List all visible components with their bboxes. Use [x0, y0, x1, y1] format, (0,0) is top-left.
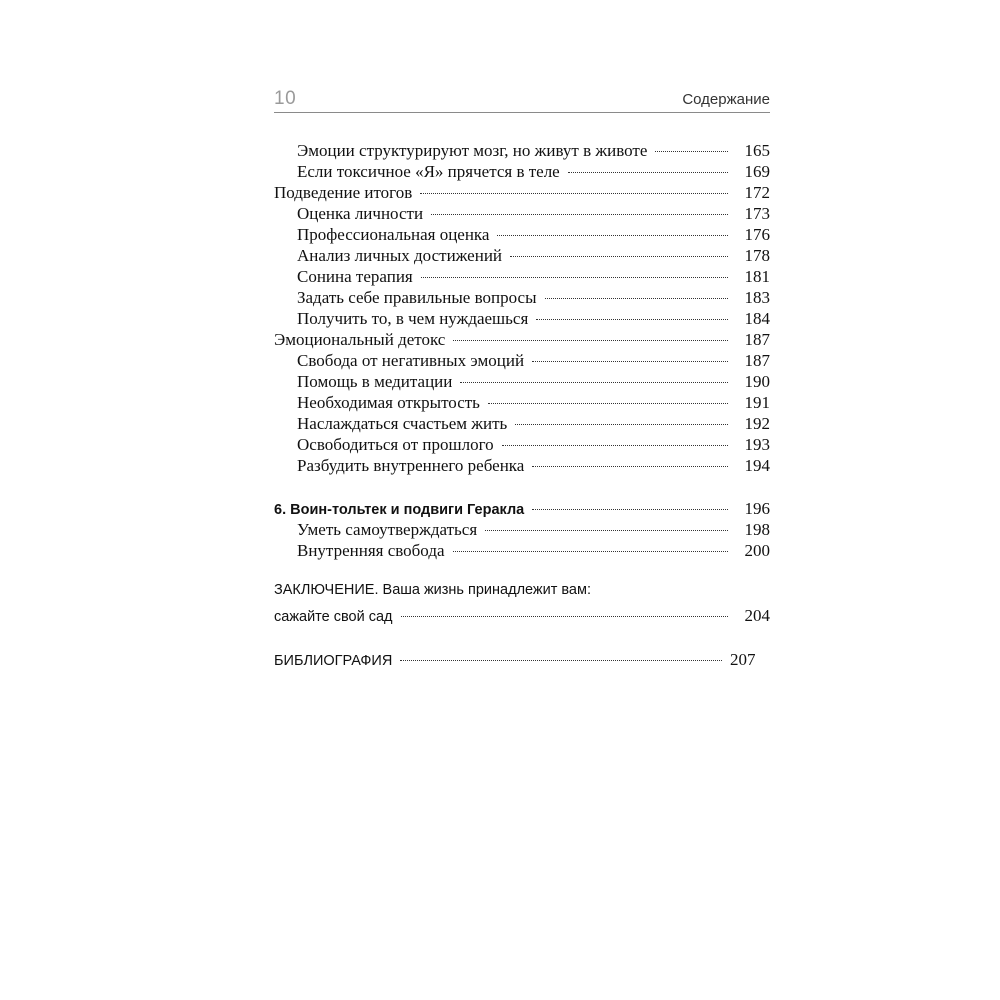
dot-leader — [532, 509, 728, 510]
running-head: Содержание — [682, 91, 770, 108]
toc-entry-title: Задать себе правильные вопросы — [297, 288, 537, 307]
dot-leader — [460, 382, 728, 383]
toc-entry[interactable] — [274, 162, 770, 183]
toc-entry-title: Разбудить внутреннего ребенка — [297, 456, 525, 475]
toc-entry-title: Если токсичное «Я» прячется в теле — [297, 162, 560, 181]
toc-entry-page: 190 — [744, 372, 770, 391]
toc-section-page: 172 — [744, 183, 770, 202]
toc-entry-title: Сонина терапия — [297, 267, 413, 286]
dot-leader — [431, 214, 728, 215]
dot-leader — [502, 445, 728, 446]
toc-entry[interactable] — [274, 541, 770, 562]
toc-entry[interactable] — [274, 456, 770, 477]
dot-leader — [515, 424, 728, 425]
toc-entry[interactable] — [274, 520, 770, 541]
toc-entry-title: Профессиональная оценка — [297, 225, 490, 244]
toc-entry-page: 198 — [744, 520, 770, 539]
toc-entry[interactable] — [274, 309, 770, 330]
toc-conclusion-line1: ЗАКЛЮЧЕНИЕ. Ваша жизнь принадлежит вам: — [274, 582, 591, 598]
dot-leader — [485, 530, 728, 531]
dot-leader — [545, 298, 729, 299]
dot-leader — [510, 256, 728, 257]
spacer — [274, 562, 770, 582]
toc-entry-title: Получить то, в чем нуждаешься — [297, 309, 529, 328]
page-number: 10 — [274, 88, 297, 109]
toc-section-page: 187 — [744, 330, 770, 349]
table-of-contents — [274, 141, 770, 674]
toc-entry-title: Оценка личности — [297, 204, 424, 223]
toc-entry-page: 184 — [744, 309, 770, 328]
toc-entry[interactable] — [274, 288, 770, 309]
toc-entry-page: 173 — [744, 204, 770, 223]
dot-leader — [400, 660, 722, 661]
toc-chapter-title: 6. Воин-тольтек и подвиги Геракла — [274, 502, 525, 518]
toc-entry-title: Свобода от негативных эмоций — [297, 351, 525, 370]
toc-entry-page: 192 — [744, 414, 770, 433]
spacer — [274, 630, 770, 650]
dot-leader — [420, 193, 728, 194]
toc-entry-page: 165 — [744, 141, 770, 160]
page-header — [274, 84, 770, 113]
toc-entry[interactable] — [274, 372, 770, 393]
toc-entry-title: Эмоции структурируют мозг, но живут в животе — [297, 141, 648, 160]
toc-bibliography[interactable] — [274, 650, 770, 674]
toc-entry-page: 176 — [744, 225, 770, 244]
toc-conclusion-line2: сажайте свой сад — [274, 609, 393, 625]
toc-entry-page: 183 — [744, 288, 770, 307]
toc-conclusion-page: 204 — [744, 606, 770, 625]
toc-entry[interactable] — [274, 414, 770, 435]
toc-conclusion-line2-row — [274, 606, 770, 630]
toc-entry[interactable] — [274, 141, 770, 162]
toc-entry[interactable] — [274, 267, 770, 288]
toc-chapter-page: 196 — [744, 499, 770, 518]
toc-section-title: Эмоциональный детокс — [274, 330, 446, 349]
toc-entry-page: 191 — [744, 393, 770, 412]
toc-entry[interactable] — [274, 246, 770, 267]
toc-section[interactable] — [274, 330, 770, 351]
toc-bibliography-page: 207 — [730, 650, 756, 669]
dot-leader — [488, 403, 728, 404]
toc-entry-title: Необходимая открытость — [297, 393, 480, 412]
toc-entry-page: 178 — [744, 246, 770, 265]
toc-conclusion[interactable] — [274, 582, 770, 630]
toc-entry[interactable] — [274, 435, 770, 456]
dot-leader — [536, 319, 728, 320]
toc-entry-page: 169 — [744, 162, 770, 181]
toc-entry-title: Уметь самоутверждаться — [297, 520, 478, 539]
toc-entry[interactable] — [274, 351, 770, 372]
toc-entry-page: 181 — [744, 267, 770, 286]
dot-leader — [655, 151, 728, 152]
toc-entry-page: 200 — [744, 541, 770, 560]
dot-leader — [401, 616, 728, 617]
toc-section[interactable] — [274, 183, 770, 204]
dot-leader — [453, 551, 728, 552]
toc-entry-title: Освободиться от прошлого — [297, 435, 494, 454]
toc-entry-title: Помощь в медитации — [297, 372, 453, 391]
spacer — [274, 477, 770, 499]
dot-leader — [532, 361, 728, 362]
dot-leader — [497, 235, 728, 236]
dot-leader — [568, 172, 728, 173]
toc-bibliography-title: БИБЛИОГРАФИЯ — [274, 653, 393, 669]
toc-conclusion-line1-row — [274, 582, 770, 606]
toc-entry-page: 193 — [744, 435, 770, 454]
toc-entry-title: Внутренняя свобода — [297, 541, 445, 560]
dot-leader — [532, 466, 728, 467]
toc-entry-page: 194 — [744, 456, 770, 475]
toc-entry[interactable] — [274, 393, 770, 414]
dot-leader — [453, 340, 728, 341]
toc-entry-title: Анализ личных достижений — [297, 246, 503, 265]
toc-entry-title: Наслаждаться счастьем жить — [297, 414, 508, 433]
dot-leader — [421, 277, 728, 278]
toc-chapter[interactable] — [274, 499, 770, 520]
toc-entry-page: 187 — [744, 351, 770, 370]
toc-section-title: Подведение итогов — [274, 183, 413, 202]
toc-entry[interactable] — [274, 204, 770, 225]
toc-entry[interactable] — [274, 225, 770, 246]
